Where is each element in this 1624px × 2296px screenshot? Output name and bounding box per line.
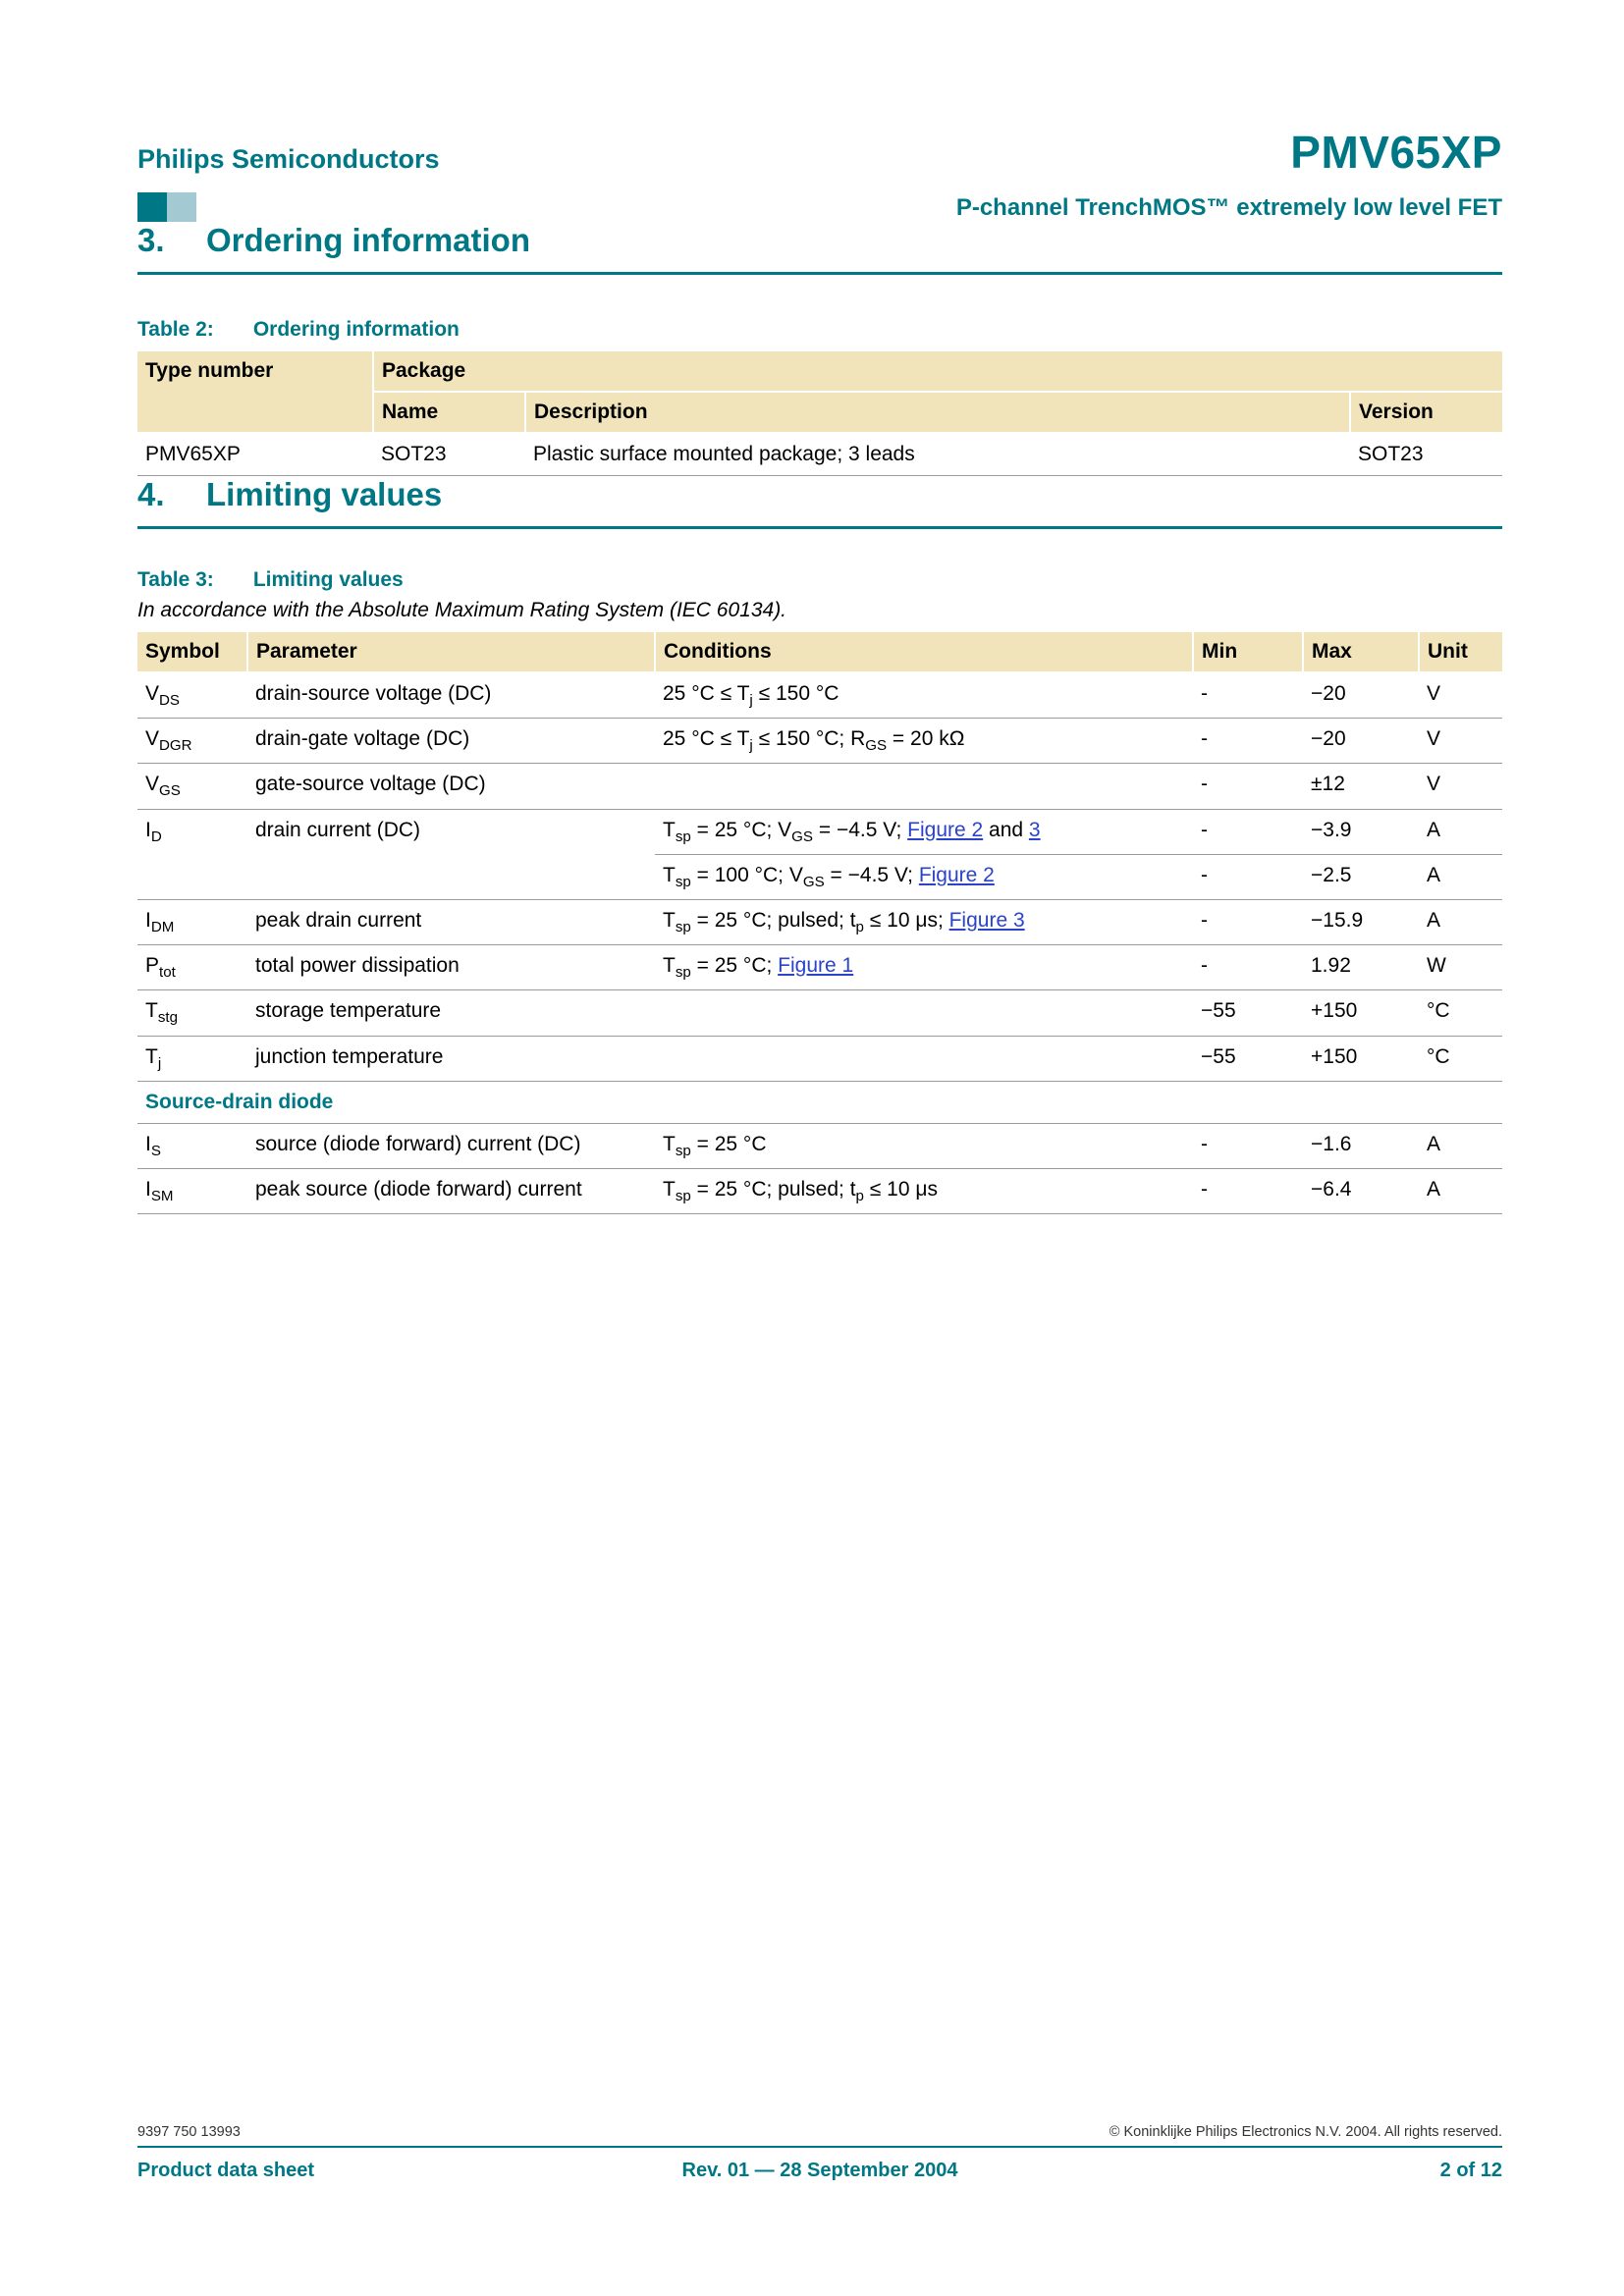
footer-small-row (137, 2124, 1502, 2140)
cell-conditions: $T_{sp} = 100$ °C; $V_{GS} = -4.5$ V; Figure 2 (655, 854, 1193, 899)
cell-conditions: 25 $^\circ C \le T_j \le 150$ °C (655, 672, 1193, 719)
limiting-table-row (137, 854, 1502, 899)
limiting-table-row (137, 1168, 1502, 1213)
subscript: p (855, 1188, 864, 1205)
cell-max: −20 (1303, 672, 1419, 719)
subscript: GS (159, 782, 181, 800)
limiting-header-row (137, 632, 1502, 672)
cell-parameter: source (diode forward) current (DC) (247, 1123, 655, 1168)
part-number: PMV65XP (1290, 127, 1502, 178)
limiting-table-row (137, 899, 1502, 944)
cell-conditions (655, 764, 1193, 809)
cell-parameter: peak drain current (247, 899, 655, 944)
cell-unit: V (1419, 719, 1502, 764)
limiting-table-body (137, 672, 1502, 1214)
subscript: stg (157, 1009, 178, 1027)
cell-symbol: $I_{DM}$ (137, 899, 247, 944)
subscript: GS (865, 737, 888, 755)
limiting-table-row (137, 809, 1502, 854)
figure-link[interactable]: Figure 1 (778, 954, 854, 978)
subscript: j (749, 692, 753, 710)
col-header-name: Name (373, 392, 525, 433)
cell-min: - (1193, 1123, 1303, 1168)
cell-max: −3.9 (1303, 809, 1419, 854)
cell-symbol: $I_{SM}$ (137, 1168, 247, 1213)
limiting-table-row (137, 719, 1502, 764)
cell-parameter: gate-source voltage (DC) (247, 764, 655, 809)
limiting-table-row (137, 990, 1502, 1036)
cell-max: +150 (1303, 990, 1419, 1036)
subscript: S (150, 1142, 161, 1159)
table-caption-text: Limiting values (252, 568, 404, 591)
table-subheader-row (137, 1081, 1502, 1123)
brand-name: Philips Semiconductors (137, 144, 440, 174)
col-header-symbol: Symbol (137, 632, 247, 672)
section-number: 4. (137, 476, 165, 512)
cell-conditions: $T_{sp} = 25$ °C (655, 1123, 1193, 1168)
cell-parameter: total power dissipation (247, 945, 655, 990)
subscript: sp (675, 964, 691, 982)
limiting-table-row (137, 945, 1502, 990)
cell-min: - (1193, 899, 1303, 944)
cell-min: −55 (1193, 990, 1303, 1036)
cell-unit: A (1419, 1168, 1502, 1213)
cell-description: Plastic surface mounted package; 3 leads (525, 433, 1350, 476)
limiting-table-caption (137, 568, 1502, 592)
cell-type-number: PMV65XP (137, 433, 373, 476)
limiting-table-row (137, 764, 1502, 809)
cell-unit: °C (1419, 1036, 1502, 1081)
cell-parameter: drain-source voltage (DC) (247, 672, 655, 719)
limiting-table-row (137, 672, 1502, 719)
subscript: DS (159, 692, 181, 710)
subscript: D (150, 828, 162, 845)
subscript: sp (675, 1142, 691, 1159)
ordering-header-row-1 (137, 351, 1502, 392)
table-caption-label: Table 3: (137, 568, 214, 591)
subscript: GS (802, 873, 825, 890)
cell-symbol: $V_{DGR}$ (137, 719, 247, 764)
footer-main-row (137, 2160, 1502, 2182)
subscript: j (157, 1054, 162, 1072)
cell-conditions: 25 $^\circ C \le T_j \le 150$ °C; $R_{GS} = 20$ kΩ (655, 719, 1193, 764)
section-heading-ordering (137, 222, 1502, 259)
subscript: DGR (159, 737, 192, 755)
header-subrow (137, 192, 1502, 222)
brand-square-light-icon (167, 192, 196, 222)
col-header-description: Description (525, 392, 1350, 433)
section-number: 3. (137, 222, 165, 258)
page-footer (137, 2124, 1502, 2182)
ordering-table (137, 351, 1502, 476)
section-title: Ordering information (206, 222, 530, 258)
subscript: SM (150, 1188, 174, 1205)
cell-min: - (1193, 945, 1303, 990)
col-header-package: Package (373, 351, 1502, 392)
revision-date: Rev. 01 — 28 September 2004 (681, 2160, 958, 2181)
cell-symbol: $T_j$ (137, 1036, 247, 1081)
section-rule (137, 526, 1502, 529)
cell-parameter (247, 854, 655, 899)
figure-link[interactable]: Figure 2 (907, 818, 984, 841)
cell-min: - (1193, 764, 1303, 809)
cell-max: −1.6 (1303, 1123, 1419, 1168)
cell-conditions: $T_{sp} = 25$ °C; pulsed; $t_p \le 10$ μs (655, 1168, 1193, 1213)
cell-unit: °C (1419, 990, 1502, 1036)
cell-max: −15.9 (1303, 899, 1419, 944)
cell-symbol: $V_{DS}$ (137, 672, 247, 719)
cell-max: +150 (1303, 1036, 1419, 1081)
cell-conditions: $T_{sp} = 25$ °C; $V_{GS} = -4.5$ V; Figure 2 and 3 (655, 809, 1193, 854)
page-indicator: 2 of 12 (1439, 2160, 1502, 2181)
cell-symbol: $I_D$ (145, 818, 162, 845)
col-header-unit: Unit (1419, 632, 1502, 672)
subscript: sp (675, 1188, 691, 1205)
section-title: Limiting values (206, 476, 443, 512)
col-header-conditions: Conditions (655, 632, 1193, 672)
cell-conditions: $T_{sp} = 25$ °C; pulsed; $t_p \le 10$ μs; Figure 3 (655, 899, 1193, 944)
cell-symbol: $I_S$ (137, 1123, 247, 1168)
figure-link[interactable]: Figure 3 (948, 908, 1025, 932)
cell-symbol (137, 854, 247, 899)
table-caption-text: Ordering information (252, 318, 460, 341)
cell-unit: A (1419, 809, 1502, 854)
cell-unit: A (1419, 899, 1502, 944)
limiting-table (137, 632, 1502, 1214)
cell-parameter: drain current (DC) (255, 818, 421, 841)
ordering-data-row (137, 433, 1502, 476)
cell-parameter: storage temperature (247, 990, 655, 1036)
subscript: sp (675, 919, 691, 936)
document-subtitle: P-channel TrenchMOS™ extremely low level FET (955, 194, 1502, 221)
cell-symbol: $V_{GS}$ (137, 764, 247, 809)
col-header-version: Version (1350, 392, 1502, 433)
figure-link[interactable]: 3 (1028, 818, 1041, 841)
cell-conditions (655, 990, 1193, 1036)
table-caption-label: Table 2: (137, 318, 214, 341)
col-header-parameter: Parameter (247, 632, 655, 672)
page-content (137, 0, 1502, 1214)
subscript: sp (675, 873, 691, 890)
subscript: p (855, 919, 864, 936)
page-header (137, 0, 1502, 179)
cell-min: - (1193, 719, 1303, 764)
section-heading-limiting (137, 476, 1502, 513)
subscript: DM (150, 919, 175, 936)
cell-conditions (655, 1036, 1193, 1081)
cell-parameter: junction temperature (247, 1036, 655, 1081)
document-type: Product data sheet (137, 2160, 315, 2181)
copyright-notice: © Koninklijke Philips Electronics N.V. 2004. All rights reserved. (1109, 2124, 1502, 2140)
cell-min: −55 (1193, 1036, 1303, 1081)
document-code: 9397 750 13993 (137, 2124, 241, 2140)
subscript: GS (791, 828, 814, 845)
section-rule (137, 272, 1502, 275)
footer-rule (137, 2146, 1502, 2148)
cell-max: ±12 (1303, 764, 1419, 809)
cell-min: - (1193, 809, 1303, 854)
rating-system-note: In accordance with the Absolute Maximum Rating System (IEC 60134). (137, 599, 787, 621)
cell-min: - (1193, 1168, 1303, 1213)
figure-link[interactable]: Figure 2 (918, 863, 995, 886)
col-header-max: Max (1303, 632, 1419, 672)
cell-unit: A (1419, 854, 1502, 899)
limiting-table-row (137, 1123, 1502, 1168)
cell-unit: A (1419, 1123, 1502, 1168)
cell-parameter: peak source (diode forward) current (247, 1168, 655, 1213)
cell-parameter: drain-gate voltage (DC) (247, 719, 655, 764)
cell-unit: V (1419, 764, 1502, 809)
subheader-source-drain-diode: Source-drain diode (137, 1081, 1502, 1123)
subscript: tot (159, 964, 176, 982)
brand-square-dark-icon (137, 192, 167, 222)
cell-unit: W (1419, 945, 1502, 990)
cell-max: −6.4 (1303, 1168, 1419, 1213)
cell-symbol: $T_{stg}$ (137, 990, 247, 1036)
cell-symbol: $P_{tot}$ (137, 945, 247, 990)
ordering-table-caption (137, 318, 1502, 342)
cell-max: −2.5 (1303, 854, 1419, 899)
subscript: j (749, 737, 753, 755)
cell-version: SOT23 (1350, 433, 1502, 476)
col-header-type-number: Type number (137, 351, 373, 433)
col-header-min: Min (1193, 632, 1303, 672)
cell-min: - (1193, 854, 1303, 899)
cell-min: - (1193, 672, 1303, 719)
cell-unit: V (1419, 672, 1502, 719)
cell-package-name: SOT23 (373, 433, 525, 476)
subscript: sp (675, 828, 691, 845)
cell-max: 1.92 (1303, 945, 1419, 990)
cell-conditions: $T_{sp} = 25$ °C; Figure 1 (655, 945, 1193, 990)
cell-max: −20 (1303, 719, 1419, 764)
limiting-table-row (137, 1036, 1502, 1081)
